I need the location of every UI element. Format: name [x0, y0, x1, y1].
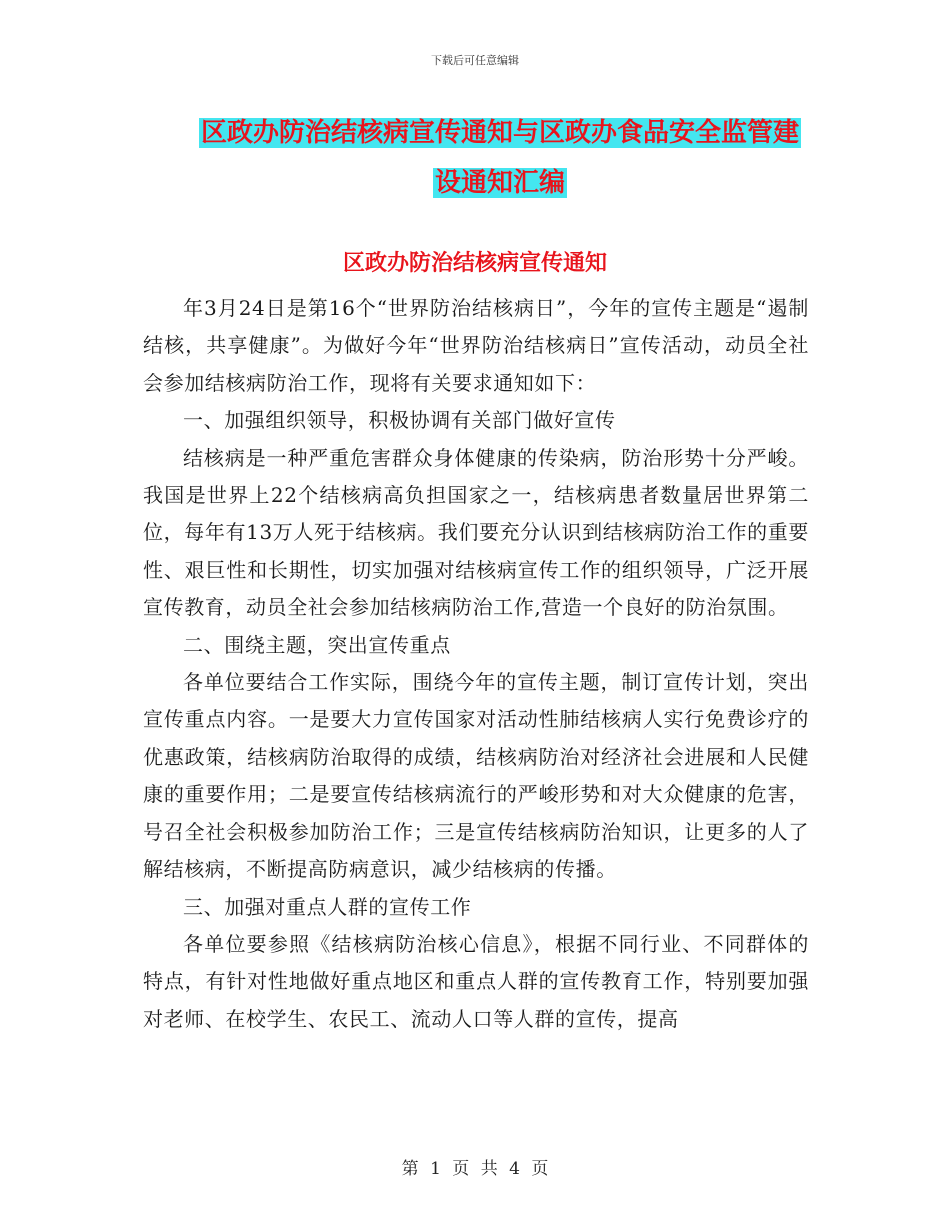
heading-three: 三、加强对重点人群的宣传工作: [183, 894, 472, 919]
document-body: [143, 290, 809, 1038]
document-title: [140, 108, 860, 208]
page-number-footer: 第 1 页 共 4 页: [401, 1159, 549, 1179]
heading-one: 一、加强组织领导，积极协调有关部门做好宣传: [183, 408, 616, 433]
paragraph-two: 各单位要结合工作实际，围绕今年的宣传主题，制订宣传计划，突出宣传重点内容。一是要大力宣传国家对活动性肺结核病人实行免费诊疗的优惠政策，结核病防治取得的成绩，结核病防治对经济社会进展和人民健康的重要作用；二是要宣传结核病流行的严峻形势和对大众健康的危害，号召全社会积极参加防治工作；三是宣传结核病防治知识，让更多的人了解结核病，不断提高防病意识，减少结核病的传播。: [143, 670, 809, 882]
heading-two: 二、围绕主题，突出宣传重点: [183, 632, 451, 657]
paragraph-intro: 年3月24日是第16个“世界防治结核病日”，今年的宣传主题是“遏制结核，共享健康”。为做好今年“世界防治结核病日”宣传活动，动员全社会参加结核病防治工作，现将有关要求通知如下：: [143, 296, 809, 395]
section-title: 区政办防治结核病宣传通知: [342, 250, 607, 276]
paragraph-one: 结核病是一种严重危害群众身体健康的传染病，防治形势十分严峻。我国是世界上22个结核病高负担国家之一，结核病患者数量居世界第二位，每年有13万人死于结核病。我们要充分认识到结核病防治工作的重要性、艰巨性和长期性，切实加强对结核病宣传工作的组织领导，广泛开展宣传教育，动员全社会参加结核病防治工作,营造一个良好的防治氛围。: [143, 445, 809, 620]
page-header-note: 下载后可任意编辑: [431, 54, 519, 67]
paragraph-three: 各单位要参照《结核病防治核心信息》，根据不同行业、不同群体的特点，有针对性地做好重点地区和重点人群的宣传教育工作，特别要加强对老师、在校学生、农民工、流动人口等人群的宣传，提高: [143, 931, 809, 1031]
document-title-line-1: 区政办防治结核病宣传通知与区政办食品安全监管建: [200, 118, 799, 148]
document-title-line-2: 设通知汇编: [434, 168, 565, 198]
